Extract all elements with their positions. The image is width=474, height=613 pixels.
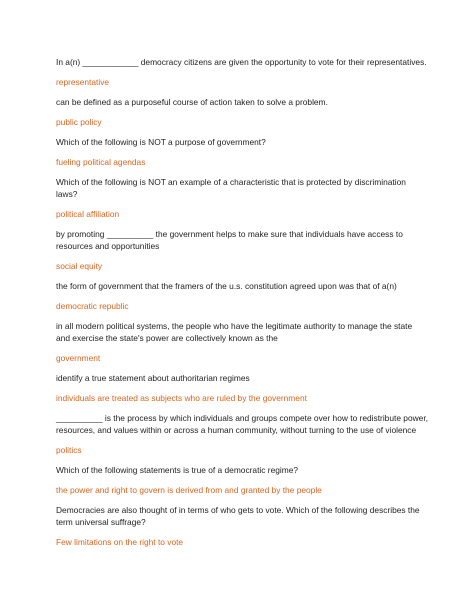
question-text: the form of government that the framers of the u.s. constitution agreed upon was that of a(n) [56, 281, 397, 291]
qa-item-1 [56, 56, 428, 88]
qa-list [56, 56, 428, 556]
question-text: In a(n) ____________ democracy citizens are given the opportunity to vote for their representatives. [56, 57, 427, 67]
answer-text: public policy [56, 117, 102, 127]
question-text: by promoting __________ the government helps to make sure that individuals have access to resources and opportunities [56, 229, 403, 251]
answer-text: representative [56, 77, 110, 87]
question-text: __________ is the process by which individuals and groups compete over how to redistribute power, resources, and values within or across a human community, without turning to the use of violence [56, 413, 428, 435]
answer-text: the power and right to govern is derived from and granted by the people [56, 485, 322, 495]
qa-item-3 [56, 136, 428, 168]
answer-text: democratic republic [56, 301, 129, 311]
answer-text: politics [56, 445, 82, 455]
question-text: Which of the following is NOT an example of a characteristic that is protected by discrimination laws? [56, 177, 406, 199]
qa-item-7 [56, 320, 428, 364]
answer-text: Few limitations on the right to vote [56, 537, 184, 547]
answer-text: individuals are treated as subjects who are ruled by the government [56, 393, 307, 403]
qa-item-6 [56, 280, 428, 312]
answer-text: government [56, 353, 101, 363]
qa-item-8 [56, 372, 428, 404]
question-text: can be defined as a purposeful course of action taken to solve a problem. [56, 97, 328, 107]
answer-text: social equity [56, 261, 103, 271]
qa-item-11 [56, 504, 428, 548]
question-text: Which of the following is NOT a purpose of government? [56, 137, 266, 147]
question-text: identify a true statement about authoritarian regimes [56, 373, 250, 383]
qa-item-2 [56, 96, 428, 128]
qa-item-4 [56, 176, 428, 220]
qa-item-10 [56, 464, 428, 496]
question-text: Which of the following statements is true of a democratic regime? [56, 465, 299, 475]
qa-item-5 [56, 228, 428, 272]
question-text: Democracies are also thought of in terms of who gets to vote. Which of the following describes the term universal suffrage? [56, 505, 420, 527]
question-text: in all modern political systems, the people who have the legitimate authority to manage the state and exercise the state's power are collectively known as the [56, 321, 413, 343]
answer-text: political affiliation [56, 209, 120, 219]
qa-item-9 [56, 412, 428, 456]
answer-text: fueling political agendas [56, 157, 146, 167]
